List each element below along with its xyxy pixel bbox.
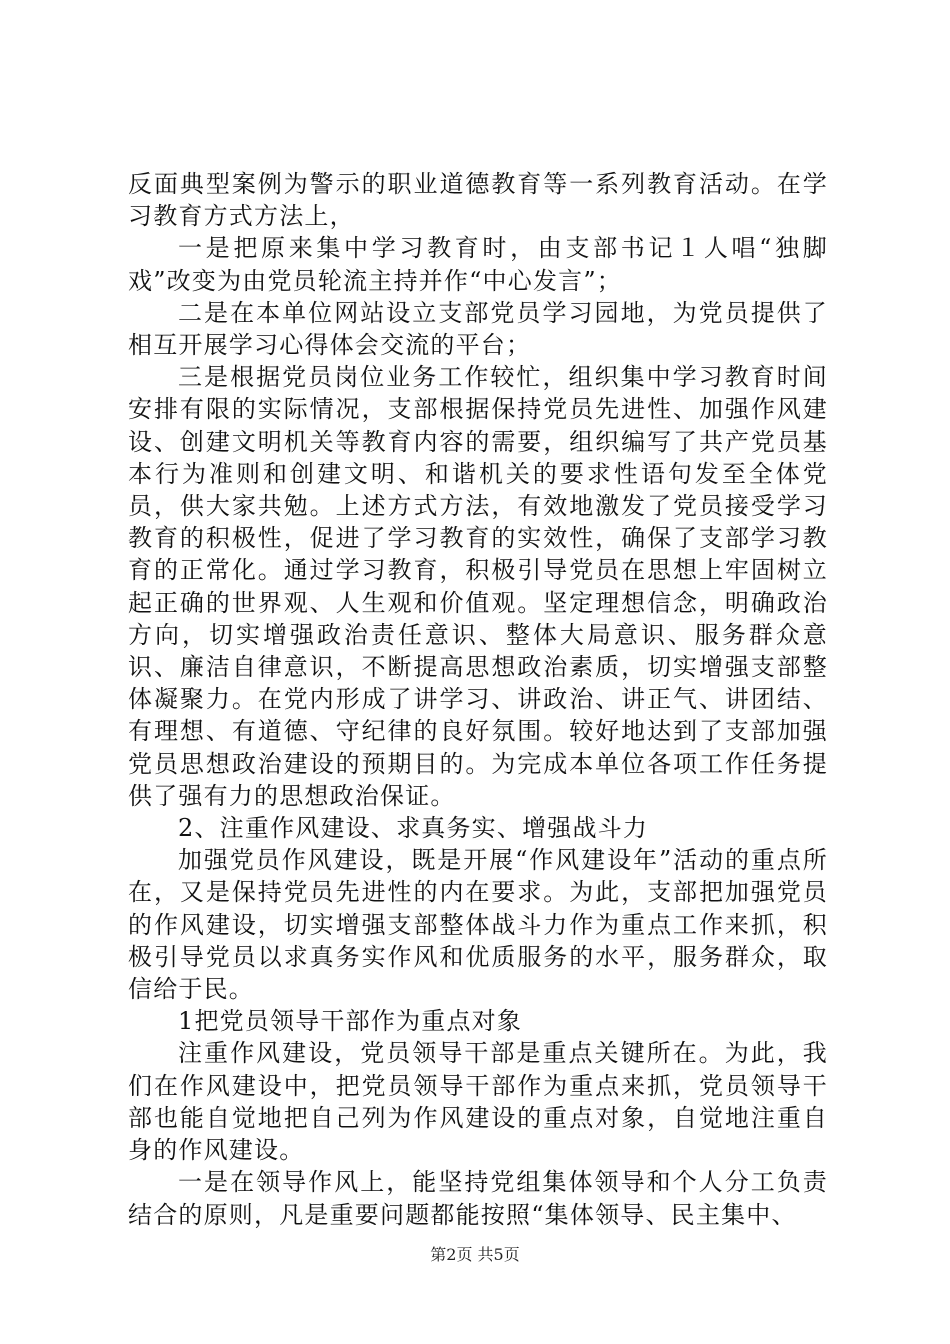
paragraph-1: 反面典型案例为警示的职业道德教育等一系列教育活动。在学习教育方式方法上， [128, 170, 828, 231]
paragraph-6: 注重作风建设，党员领导干部是重点关键所在。为此，我们在作风建设中，把党员领导干部作为重点来抓，党员领导干部也能自觉地把自己列为作风建设的重点对象，自觉地注重自身的作风建设。 [128, 1039, 828, 1165]
paragraph-7: 一是在领导作风上，能坚持党组集体领导和个人分工负责结合的原则，凡是重要问题都能按照“集体领导、民主集中、 [128, 1168, 828, 1229]
paragraph-4: 三是根据党员岗位业务工作较忙，组织集中学习教育时间安排有限的实际情况，支部根据保持党员先进性、加强作风建设、创建文明机关等教育内容的需要，组织编写了共产党员基本行为准则和创建文明、和谐机关的要求性语句发至全体党员，供大家共勉。上述方式方法，有效地激发了党员接受学习教育的积极性，促进了学习教育的实效性，确保了支部学习教育的正常化。通过学习教育，积极引导党员在思想上牢固树立起正确的世界观、人生观和价值观。坚定理想信念，明确政治方向，切实增强政治责任意识、整体大局意识、服务群众意识、廉洁自律意识，不断提高思想政治素质，切实增强支部整体凝聚力。在党内形成了讲学习、讲政治、讲正气、讲团结、有理想、有道德、守纪律的良好氛围。较好地达到了支部加强党员思想政治建设的预期目的。为完成本单位各项工作任务提供了强有力的思想政治保证。 [128, 363, 828, 810]
paragraph-2: 一是把原来集中学习教育时，由支部书记１人唱“独脚戏”改变为由党员轮流主持并作“中心发言”； [128, 234, 828, 295]
paragraph-3: 二是在本单位网站设立支部党员学习园地，为党员提供了相互开展学习心得体会交流的平台； [128, 298, 828, 360]
subsection-heading-1: 1把党员领导干部作为重点对象 [178, 1007, 523, 1036]
document-body [128, 168, 828, 1231]
paragraph-5: 加强党员作风建设，既是开展“作风建设年”活动的重点所在，又是保持党员先进性的内在要求。为此，支部把加强党员的作风建设，切实增强支部整体战斗力作为重点工作来抓，积极引导党员以求真务实作风和优质服务的水平，服务群众，取信给于民。 [128, 846, 828, 1004]
page-number-footer: 第2页 共5页 [430, 1245, 520, 1264]
section-heading-2: 2、注重作风建设、求真务实、增强战斗力 [178, 814, 649, 843]
